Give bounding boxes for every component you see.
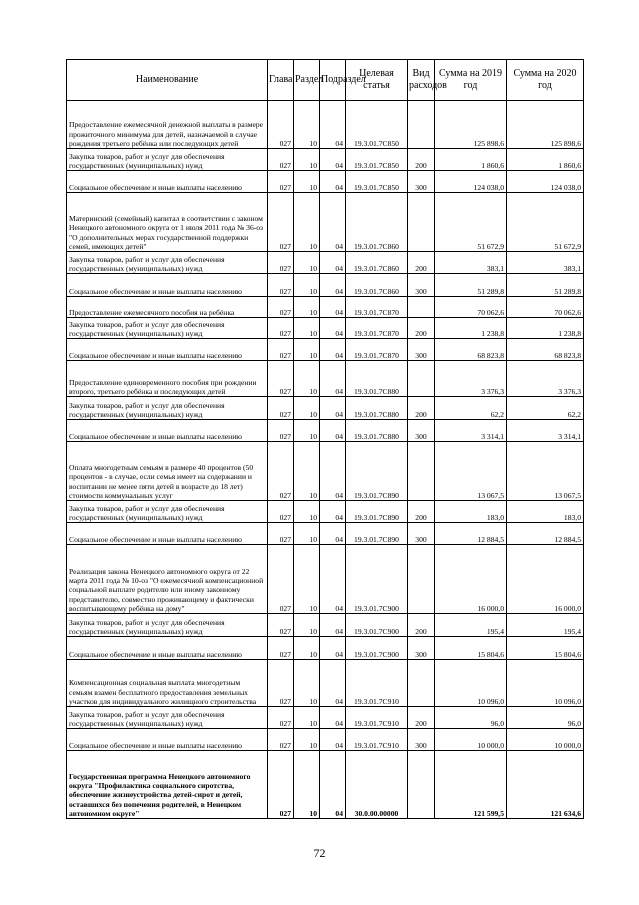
cell-glava: 027 [268,101,294,149]
cell-sum-2019: 62,2 [435,397,507,420]
cell-target: 19.3.01.7C860 [346,193,408,252]
cell-name: Социальное обеспечение и иные выплаты населению [67,339,268,361]
cell-sum-2020: 68 823,8 [507,339,584,361]
cell-target: 19.3.01.7C890 [346,442,408,501]
cell-sum-2020: 125 898,6 [507,101,584,149]
cell-sum-2019: 121 599,5 [435,751,507,819]
cell-glava: 027 [268,252,294,274]
cell-vid: 300 [408,339,435,361]
table-row [67,442,584,501]
table-row [67,339,584,361]
cell-sum-2020: 124 038,0 [507,171,584,193]
cell-podrazdel: 04 [320,751,346,819]
cell-glava: 027 [268,149,294,171]
cell-vid: 300 [408,274,435,297]
cell-name: Компенсационная социальная выплата многодетным семьям взамен бесплатного предоставления земельных участков для индивидуального жилищного строительства [67,660,268,707]
cell-razdel: 10 [294,442,320,501]
table-row [67,523,584,545]
table-row [67,751,584,819]
cell-sum-2019: 16 000,0 [435,545,507,614]
cell-target: 19.3.01.7C910 [346,729,408,751]
table-header-row [67,60,584,101]
table-row [67,637,584,660]
header-podrazdel: Подраздел [320,60,346,101]
cell-vid [408,361,435,397]
cell-razdel: 10 [294,361,320,397]
cell-glava: 027 [268,339,294,361]
cell-sum-2020: 96,0 [507,707,584,729]
cell-sum-2019: 195,4 [435,614,507,637]
cell-sum-2019: 124 038,0 [435,171,507,193]
cell-podrazdel: 04 [320,442,346,501]
cell-vid: 200 [408,501,435,523]
cell-podrazdel: 04 [320,660,346,707]
cell-name: Закупка товаров, работ и услуг для обеспечения государственных (муниципальных) нужд [67,501,268,523]
cell-glava: 027 [268,660,294,707]
cell-podrazdel: 04 [320,420,346,442]
cell-glava: 027 [268,193,294,252]
cell-sum-2019: 12 884,5 [435,523,507,545]
cell-name: Социальное обеспечение и иные выплаты населению [67,523,268,545]
cell-target: 19.3.01.7C910 [346,707,408,729]
cell-razdel: 10 [294,252,320,274]
cell-name: Предоставление ежемесячного пособия на ребёнка [67,297,268,318]
cell-razdel: 10 [294,545,320,614]
cell-sum-2020: 383,1 [507,252,584,274]
cell-name: Закупка товаров, работ и услуг для обеспечения государственных (муниципальных) нужд [67,614,268,637]
cell-podrazdel: 04 [320,149,346,171]
cell-podrazdel: 04 [320,397,346,420]
table-row [67,101,584,149]
cell-glava: 027 [268,297,294,318]
cell-razdel: 10 [294,420,320,442]
cell-podrazdel: 04 [320,523,346,545]
cell-razdel: 10 [294,101,320,149]
cell-vid: 300 [408,729,435,751]
cell-glava: 027 [268,442,294,501]
cell-sum-2020: 16 000,0 [507,545,584,614]
cell-sum-2020: 62,2 [507,397,584,420]
table-row [67,171,584,193]
cell-target: 19.3.01.7C890 [346,501,408,523]
cell-podrazdel: 04 [320,318,346,339]
cell-name: Закупка товаров, работ и услуг для обеспечения государственных (муниципальных) нужд [67,707,268,729]
cell-target: 19.3.01.7C880 [346,397,408,420]
cell-name: Социальное обеспечение и иные выплаты населению [67,171,268,193]
header-sum-2019: Сумма на 2019 год [435,60,507,101]
budget-table [66,59,584,819]
cell-sum-2019: 51 672,9 [435,193,507,252]
cell-podrazdel: 04 [320,193,346,252]
header-target: Целевая статья [346,60,408,101]
cell-podrazdel: 04 [320,545,346,614]
cell-vid: 300 [408,420,435,442]
cell-podrazdel: 04 [320,729,346,751]
cell-glava: 027 [268,751,294,819]
cell-glava: 027 [268,523,294,545]
cell-target: 19.3.01.7C880 [346,361,408,397]
cell-vid: 200 [408,614,435,637]
cell-vid [408,297,435,318]
cell-sum-2020: 195,4 [507,614,584,637]
cell-sum-2020: 3 314,1 [507,420,584,442]
cell-name: Закупка товаров, работ и услуг для обеспечения государственных (муниципальных) нужд [67,397,268,420]
cell-razdel: 10 [294,149,320,171]
cell-vid [408,101,435,149]
cell-sum-2019: 10 000,0 [435,729,507,751]
cell-target: 19.3.01.7C880 [346,420,408,442]
cell-vid: 200 [408,397,435,420]
cell-glava: 027 [268,637,294,660]
cell-vid: 300 [408,171,435,193]
cell-target: 19.3.01.7C850 [346,149,408,171]
cell-podrazdel: 04 [320,361,346,397]
cell-podrazdel: 04 [320,339,346,361]
cell-target: 19.3.01.7C900 [346,637,408,660]
cell-target: 19.3.01.7C850 [346,101,408,149]
cell-razdel: 10 [294,397,320,420]
cell-podrazdel: 04 [320,501,346,523]
cell-razdel: 10 [294,193,320,252]
cell-sum-2020: 70 062,6 [507,297,584,318]
cell-target: 19.3.01.7C870 [346,297,408,318]
cell-target: 19.3.01.7C850 [346,171,408,193]
cell-sum-2020: 1 238,8 [507,318,584,339]
cell-sum-2019: 1 238,8 [435,318,507,339]
cell-vid [408,193,435,252]
cell-sum-2019: 13 067,5 [435,442,507,501]
cell-sum-2019: 3 376,3 [435,361,507,397]
cell-razdel: 10 [294,297,320,318]
cell-podrazdel: 04 [320,614,346,637]
cell-sum-2020: 1 860,6 [507,149,584,171]
cell-sum-2020: 121 634,6 [507,751,584,819]
cell-target: 19.3.01.7C870 [346,318,408,339]
cell-razdel: 10 [294,339,320,361]
cell-name: Социальное обеспечение и иные выплаты населению [67,274,268,297]
cell-glava: 027 [268,729,294,751]
cell-vid [408,751,435,819]
cell-sum-2019: 1 860,6 [435,149,507,171]
cell-glava: 027 [268,545,294,614]
cell-target: 19.3.01.7C870 [346,339,408,361]
cell-razdel: 10 [294,637,320,660]
page-number: 72 [313,846,326,860]
cell-vid: 300 [408,637,435,660]
cell-podrazdel: 04 [320,707,346,729]
cell-glava: 027 [268,501,294,523]
cell-podrazdel: 04 [320,297,346,318]
cell-vid: 200 [408,252,435,274]
cell-target: 19.3.01.7C900 [346,545,408,614]
cell-vid: 200 [408,707,435,729]
cell-sum-2019: 68 823,8 [435,339,507,361]
header-glava: Глава [268,60,294,101]
cell-vid: 300 [408,523,435,545]
table-row [67,397,584,420]
cell-glava: 027 [268,397,294,420]
cell-name: Оплата многодетным семьям в размере 40 процентов (50 процентов - в случае, если семья имеет на содержании и воспитании не менее пяти детей в возрасте до 18 лет) стоимости коммунальных услуг [67,442,268,501]
cell-name: Реализация закона Ненецкого автономного округа от 22 марта 2011 года № 10-оз "О ежемесячной компенсационной социальной выплате родителю или иному законному представителю, совместно проживающему и фактически воспитывающему ребёнка на дому" [67,545,268,614]
cell-razdel: 10 [294,501,320,523]
cell-vid [408,660,435,707]
cell-razdel: 10 [294,614,320,637]
table-row [67,252,584,274]
cell-name: Предоставление единовременного пособия при рождении второго, третьего ребёнка и последующих детей [67,361,268,397]
cell-glava: 027 [268,171,294,193]
cell-target: 19.3.01.7C860 [346,274,408,297]
cell-podrazdel: 04 [320,101,346,149]
cell-sum-2019: 70 062,6 [435,297,507,318]
cell-razdel: 10 [294,523,320,545]
cell-podrazdel: 04 [320,637,346,660]
cell-razdel: 10 [294,274,320,297]
table-row [67,729,584,751]
cell-vid [408,545,435,614]
cell-sum-2020: 183,0 [507,501,584,523]
table-row [67,274,584,297]
table-body [67,101,584,819]
cell-glava: 027 [268,614,294,637]
cell-razdel: 10 [294,707,320,729]
cell-sum-2019: 125 898,6 [435,101,507,149]
cell-sum-2019: 10 096,0 [435,660,507,707]
header-name: Наименование [67,60,268,101]
table-row [67,614,584,637]
cell-sum-2019: 3 314,1 [435,420,507,442]
header-vid: Вид расходов [408,60,435,101]
cell-target: 30.0.00.00000 [346,751,408,819]
cell-glava: 027 [268,361,294,397]
cell-sum-2020: 12 884,5 [507,523,584,545]
cell-name: Социальное обеспечение и иные выплаты населению [67,637,268,660]
table-row [67,149,584,171]
cell-vid [408,442,435,501]
cell-target: 19.3.01.7C860 [346,252,408,274]
cell-glava: 027 [268,274,294,297]
cell-sum-2020: 13 067,5 [507,442,584,501]
header-sum-2020: Сумма на 2020 год [507,60,584,101]
cell-podrazdel: 04 [320,274,346,297]
cell-razdel: 10 [294,751,320,819]
cell-name: Материнский (семейный) капитал в соответствии с законом Ненецкого автономного округа от 1 июля 2011 года № 36-оз "О дополнительных мерах государственной поддержки семей, имеющих детей" [67,193,268,252]
cell-sum-2019: 15 804,6 [435,637,507,660]
cell-razdel: 10 [294,171,320,193]
cell-name: Социальное обеспечение и иные выплаты населению [67,729,268,751]
cell-sum-2020: 3 376,3 [507,361,584,397]
cell-name: Закупка товаров, работ и услуг для обеспечения государственных (муниципальных) нужд [67,252,268,274]
cell-glava: 027 [268,707,294,729]
cell-razdel: 10 [294,660,320,707]
cell-razdel: 10 [294,729,320,751]
cell-sum-2020: 51 672,9 [507,193,584,252]
cell-podrazdel: 04 [320,252,346,274]
table-row [67,707,584,729]
cell-glava: 027 [268,420,294,442]
table-row [67,318,584,339]
cell-sum-2020: 15 804,6 [507,637,584,660]
table-row [67,297,584,318]
cell-sum-2020: 10 096,0 [507,660,584,707]
cell-sum-2020: 10 000,0 [507,729,584,751]
cell-razdel: 10 [294,318,320,339]
cell-glava: 027 [268,318,294,339]
table-row [67,420,584,442]
cell-name: Закупка товаров, работ и услуг для обеспечения государственных (муниципальных) нужд [67,318,268,339]
cell-sum-2019: 383,1 [435,252,507,274]
table-row [67,193,584,252]
cell-name: Закупка товаров, работ и услуг для обеспечения государственных (муниципальных) нужд [67,149,268,171]
cell-sum-2020: 51 289,8 [507,274,584,297]
cell-name: Предоставление ежемесячной денежной выплаты в размере прожиточного минимума для детей, назначаемой в случае рождения третьего ребёнка или последующих детей [67,101,268,149]
cell-sum-2019: 51 289,8 [435,274,507,297]
cell-vid: 200 [408,318,435,339]
table-row [67,660,584,707]
cell-name: Государственная программа Ненецкого автономного округа "Профилактика социального сиротства, обеспечение жизнеустройства детей-сирот и детей, оставшихся без попечения родителей, в Ненецком автономном округе" [67,751,268,819]
cell-podrazdel: 04 [320,171,346,193]
table-row [67,361,584,397]
cell-sum-2019: 183,0 [435,501,507,523]
cell-sum-2019: 96,0 [435,707,507,729]
table-row [67,545,584,614]
cell-target: 19.3.01.7C900 [346,614,408,637]
cell-target: 19.3.01.7C910 [346,660,408,707]
cell-vid: 200 [408,149,435,171]
table-row [67,501,584,523]
cell-target: 19.3.01.7C890 [346,523,408,545]
cell-name: Социальное обеспечение и иные выплаты населению [67,420,268,442]
header-razdel: Раздел [294,60,320,101]
